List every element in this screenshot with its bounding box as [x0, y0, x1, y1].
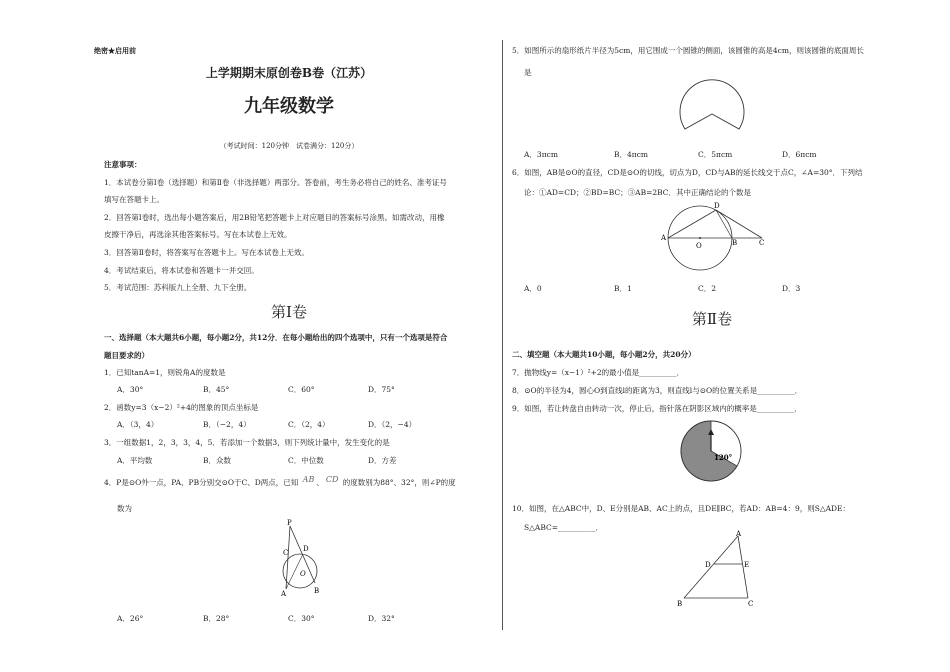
q2-option-b: B．（−2，4）: [203, 420, 251, 429]
q2-option-d: D．（2，−4）: [368, 420, 417, 429]
q6-label-b: B: [732, 239, 738, 247]
notice-line: 3．回答第Ⅱ卷时，将答案写在答题卡上。写在本试卷上无效。: [104, 248, 309, 257]
q2-option-c: C．（2，4）: [288, 420, 330, 429]
subject-title: 九年级数学: [244, 96, 334, 117]
q6-option-a: A．0: [524, 284, 542, 293]
q2-stem: 2．函数y=3（x−2）²+4的图象的顶点坐标是: [104, 403, 259, 412]
column-divider: [502, 40, 503, 630]
notice-title: 注意事项：: [104, 160, 142, 169]
q6-label-c: C: [759, 239, 765, 247]
q4-option-a: A．26°: [117, 614, 144, 623]
q4-option-d: D．32°: [368, 614, 395, 623]
q4-label-o: O: [300, 570, 306, 578]
q3-option-d: D．方差: [368, 456, 397, 465]
q3-option-b: B．众数: [203, 456, 232, 465]
q5-option-b: B．4πcm: [614, 150, 649, 159]
q4-label-p: P: [287, 519, 292, 527]
q6-option-d: D．3: [782, 284, 801, 293]
q1-option-b: B．45°: [203, 385, 230, 394]
q10-label-e: E: [744, 561, 750, 569]
section2-header: 二、填空题（本大题共10小题，每小题2分，共20分）: [512, 350, 696, 359]
q8-stem: 8．⊙O的半径为4，圆心O到直线l的距离为3，则直线l与⊙O的位置关系是__________．: [512, 386, 803, 395]
q9-spinner-figure: [676, 416, 746, 486]
q1-option-c: C．60°: [288, 385, 315, 394]
q3-stem: 3．一组数据1，2，3，3，4，5．若添加一个数据3，则下列统计量中，发生变化的是: [104, 438, 390, 447]
q10-label-a: A: [736, 530, 742, 538]
notice-line: 5．考试范围：苏科版九上全册、九下全册。: [104, 283, 252, 292]
q4-figure: [270, 515, 330, 600]
q10-label-d: D: [705, 561, 711, 569]
section1-header: 题目要求的）: [104, 351, 149, 360]
q6-label-a: A: [661, 234, 667, 242]
q1-option-a: A．30°: [117, 385, 144, 394]
notice-line: 2．回答第Ⅰ卷时，选出每小题答案后，用2B铅笔把答题卡上对应题目的答案标号涂黑。如需改动，用橡: [104, 213, 445, 222]
q5-option-d: D．6πcm: [782, 150, 817, 159]
q4-label-d: D: [303, 545, 309, 553]
q6-option-b: B．1: [614, 284, 632, 293]
q4-label-c: C: [283, 549, 289, 557]
q2-option-a: A．（3，4）: [117, 420, 159, 429]
q10-stem-line2: S△ABC=__________．: [524, 523, 603, 532]
q5-option-a: A．3πcm: [524, 150, 558, 159]
section1-header: 一、选择题（本大题共6小题，每小题2分，共12分．在每小题给出的四个选项中，只有一个选项是符合: [104, 333, 448, 342]
q10-label-c: C: [748, 600, 754, 608]
q1-option-d: D．75°: [368, 385, 395, 394]
q4-stem-tail: 的度数别为88°、32°，则∠P的度: [342, 478, 456, 487]
q9-stem: 9．如图，若让转盘自由转动一次，停止后，指针落在阴影区域内的概率是__________．: [512, 404, 802, 413]
q4-sep: 、: [316, 478, 324, 487]
q4-arc-ab: AB: [302, 475, 315, 484]
q4-label-a: A: [281, 590, 287, 598]
secret-label: 绝密★启用前: [94, 46, 136, 55]
q1-stem: 1．已知tanA=1，则锐角A的度数是: [104, 368, 226, 377]
q6-stem-line2: 论：①AD=CD；②BD=BC；③AB=2BC．其中正确结论的个数是: [524, 188, 752, 197]
q6-label-d: D: [714, 202, 720, 210]
q4-option-c: C．30°: [288, 614, 315, 623]
q4-option-b: B．28°: [203, 614, 230, 623]
notice-line: 皮擦干净后，再选涂其他答案标号。写在本试卷上无效。: [104, 230, 292, 239]
exam-info: （考试时间：120分钟 试卷满分：120分）: [219, 142, 359, 150]
q4-stem: 4．P是⊙O外一点，PA、PB分别交⊙O于C、D两点，已知: [104, 478, 299, 487]
q4-stem-line2: 数为: [117, 504, 132, 513]
q7-stem: 7．抛物线y=（x−1）²+2的最小值是__________．: [512, 368, 685, 377]
notice-line: 4．考试结束后，将本试卷和答题卡一并交回。: [104, 266, 259, 275]
q3-option-c: C．中位数: [288, 456, 324, 465]
notice-line: 1．本试卷分第Ⅰ卷（选择题）和第Ⅱ卷（非选择题）两部分。答卷前，考生务必将自己的姓名、准考证号: [104, 178, 447, 187]
q6-option-c: C．2: [698, 284, 717, 293]
q4-arc-cd: CD: [325, 475, 339, 484]
q10-label-b: B: [677, 600, 683, 608]
q6-label-o: O: [696, 242, 702, 250]
q4-stem-line1: [104, 475, 456, 488]
q5-stem: 5．如图所示的扇形纸片半径为5cm，用它围成一个圆锥的侧面，该圆锥的高是4cm，则该圆锥的底面周长: [512, 46, 864, 55]
q5-option-c: C．5πcm: [698, 150, 733, 159]
notice-line: 填写在答题卡上。: [104, 195, 164, 204]
part2-title: 第Ⅱ卷: [691, 310, 733, 328]
q6-stem: 6．如图，AB是⊙O的直径，CD是⊙O的切线，切点为D，CD与AB的延长线交于点C，∠A=30°．下列结: [512, 168, 863, 177]
part1-title: 第Ⅰ卷: [271, 303, 307, 321]
q10-stem: 10．如图，在△ABC中，D、E分别是AB、AC上的点，且DE∥BC，若AD：AB=4：9，则S△ADE：: [512, 504, 851, 513]
exam-title: 上学期期末原创卷B卷（江苏）: [205, 66, 373, 80]
q5-stem-line2: 是: [524, 68, 532, 77]
q3-option-a: A．平均数: [117, 456, 153, 465]
q5-sector-figure: [672, 78, 752, 138]
q6-figure: [658, 197, 773, 272]
q10-figure: [674, 532, 764, 612]
q4-label-b: B: [314, 587, 320, 595]
q9-angle-label: 120°: [714, 453, 733, 462]
